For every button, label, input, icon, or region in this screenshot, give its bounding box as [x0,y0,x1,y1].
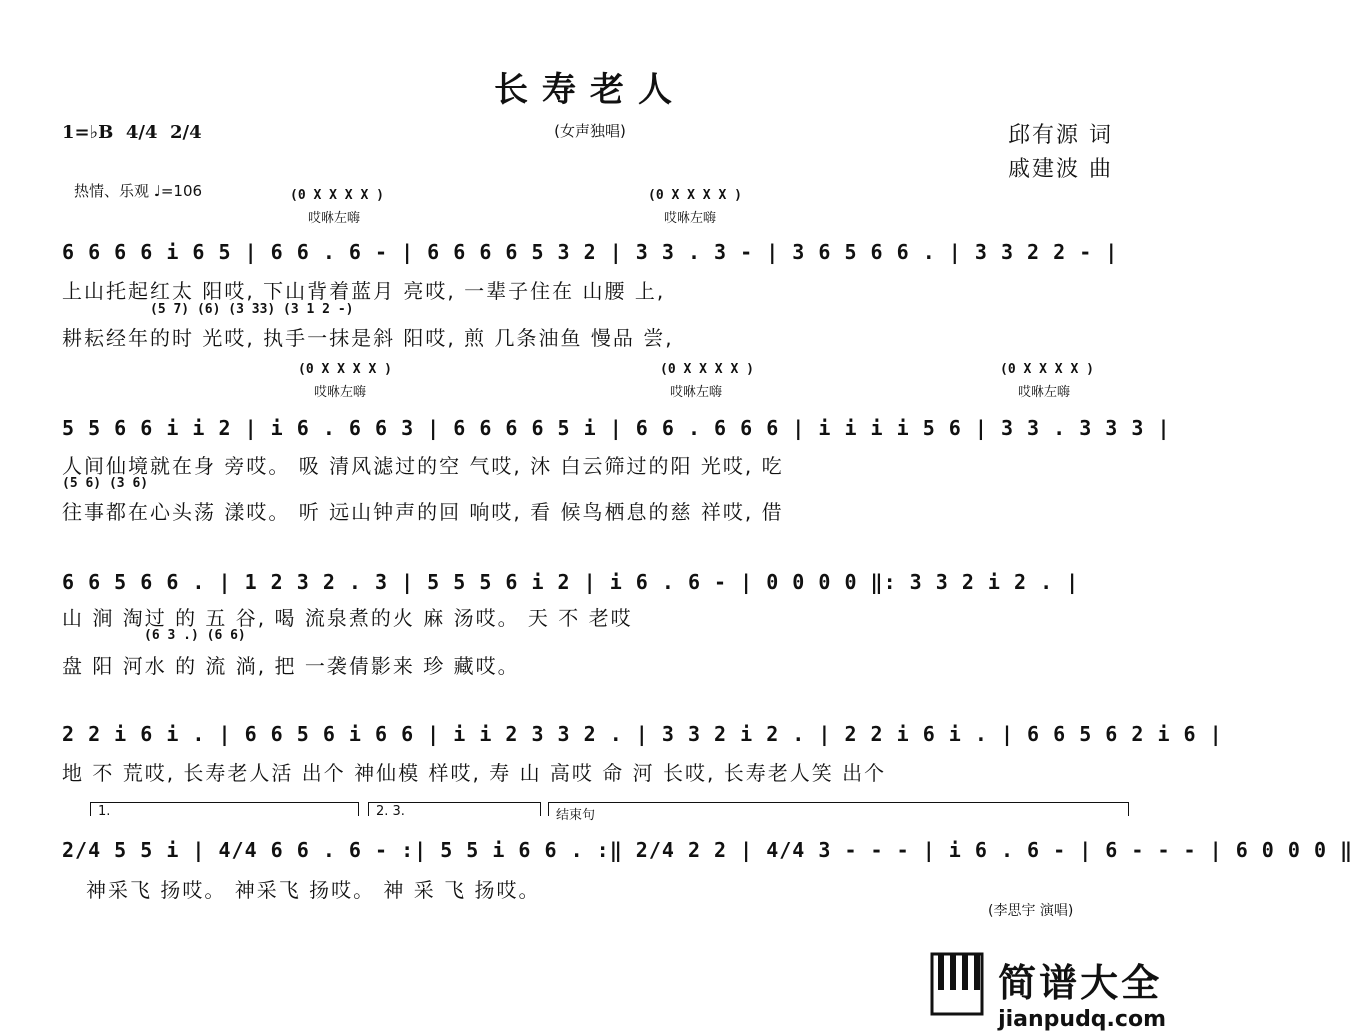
interjection-notes: (0 X X X X ) [290,188,384,203]
staff-row-5: 2/4 5 5 i | 4/4 6 6 . 6 - :| 5 5 i 6 6 . :‖ 2/4 2 2 | 4/4 3 - - - | i 6 . 6 - | 6 - - - | 6 0 0 0 ‖ [62,838,1353,862]
page-title: 长寿老人 [494,70,686,110]
interjection-notes: (0 X X X X ) [648,188,742,203]
time-signature-1: 4/4 [125,122,158,143]
lyrics-row-5: 神采飞 扬哎。 神采飞 扬哎。 神 采 飞 扬哎。 [86,878,541,902]
interjection-lyric: 哎咻左嗨 [664,211,717,226]
ornament-notes: (5 7) (6) (3 33) (3 1 2 -) [150,302,354,317]
piano-keys-icon [930,952,984,1016]
ending-label: 结束句 [556,808,596,823]
staff-row-4: 2 2 i 6 i . | 6 6 5 6 i 6 6 | i i 2 3 3 2 . | 3 3 2 i 2 . | 2 2 i 6 i . | 6 6 5 6 2 i 6 | [62,722,1223,746]
subtitle: (女声独唱) [554,122,626,140]
brand-name: 简谱大全 [998,961,1163,1005]
ornament-notes: (6 3 .) (6 6) [144,628,246,643]
lyrics-row-1-verse-2: 耕耘经年的时 光哎, 执手一抹是斜 阳哎, 煎 几条油鱼 慢品 尝, [62,326,674,350]
lyrics-row-2-verse-1: 人间仙境就在身 旁哎。 吸 清风滤过的空 气哎, 沐 白云筛过的阳 光哎, 吃 [62,454,784,478]
staff-row-1: 6 6 6 6 i 6 5 | 6 6 . 6 - | 6 6 6 6 5 3 2 | 3 3 . 3 - | 3 6 5 6 6 . | 3 3 2 2 - | [62,240,1119,264]
lyrics-row-4-verse-1: 地 不 荒哎, 长寿老人活 出个 神仙模 样哎, 寿 山 高哎 命 河 长哎, 长寿老人笑 出个 [62,761,887,785]
lyrics-row-1-verse-1: 上山托起红太 阳哎, 下山背着蓝月 亮哎, 一辈子住在 山腰 上, [62,279,666,303]
composer-credit: 戚建波 曲 [1008,157,1113,182]
staff-row-2: 5 5 6 6 i i 2 | i 6 . 6 6 3 | 6 6 6 6 5 i | 6 6 . 6 6 6 | i i i i 5 6 | 3 3 . 3 3 3 | [62,416,1171,440]
key-label: 1=♭B [62,122,114,143]
site-logo [998,952,1166,1032]
interjection-notes: (0 X X X X ) [298,362,392,377]
lyrics-row-2-verse-2: 往事都在心头荡 漾哎。 听 远山钟声的回 响哎, 看 候鸟栖息的慈 祥哎, 借 [62,500,784,524]
time-signature-2: 2/4 [170,122,202,143]
interjection-lyric: 哎咻左嗨 [1018,385,1071,400]
brand-url: jianpudq.com [998,1007,1166,1032]
volta-2: 2. 3. [376,804,405,819]
interjection-lyric: 哎咻左嗨 [314,385,367,400]
interjection-lyric: 哎咻左嗨 [670,385,723,400]
singer-credit: (李思宇 演唱) [988,903,1074,919]
ornament-notes: (5 6) (3 6) [62,476,149,491]
interjection-notes: (0 X X X X ) [1000,362,1094,377]
lyrics-row-3-verse-2: 盘 阳 河水 的 流 淌, 把 一袭倩影来 珍 藏哎。 [62,654,520,678]
lyrics-row-3-verse-1: 山 涧 淘过 的 五 谷, 喝 流泉煮的火 麻 汤哎。 天 不 老哎 [62,606,633,630]
interjection-notes: (0 X X X X ) [660,362,754,377]
tempo-marking: 热情、乐观 ♩=106 [74,182,203,200]
staff-row-3: 6 6 5 6 6 . | 1 2 3 2 . 3 | 5 5 5 6 i 2 | i 6 . 6 - | 0 0 0 0 ‖: 3 3 2 i 2 . | [62,570,1080,594]
lyricist-credit: 邱有源 词 [1008,123,1113,148]
volta-1: 1. [98,804,111,819]
key-signature [62,122,202,143]
interjection-lyric: 哎咻左嗨 [308,211,361,226]
